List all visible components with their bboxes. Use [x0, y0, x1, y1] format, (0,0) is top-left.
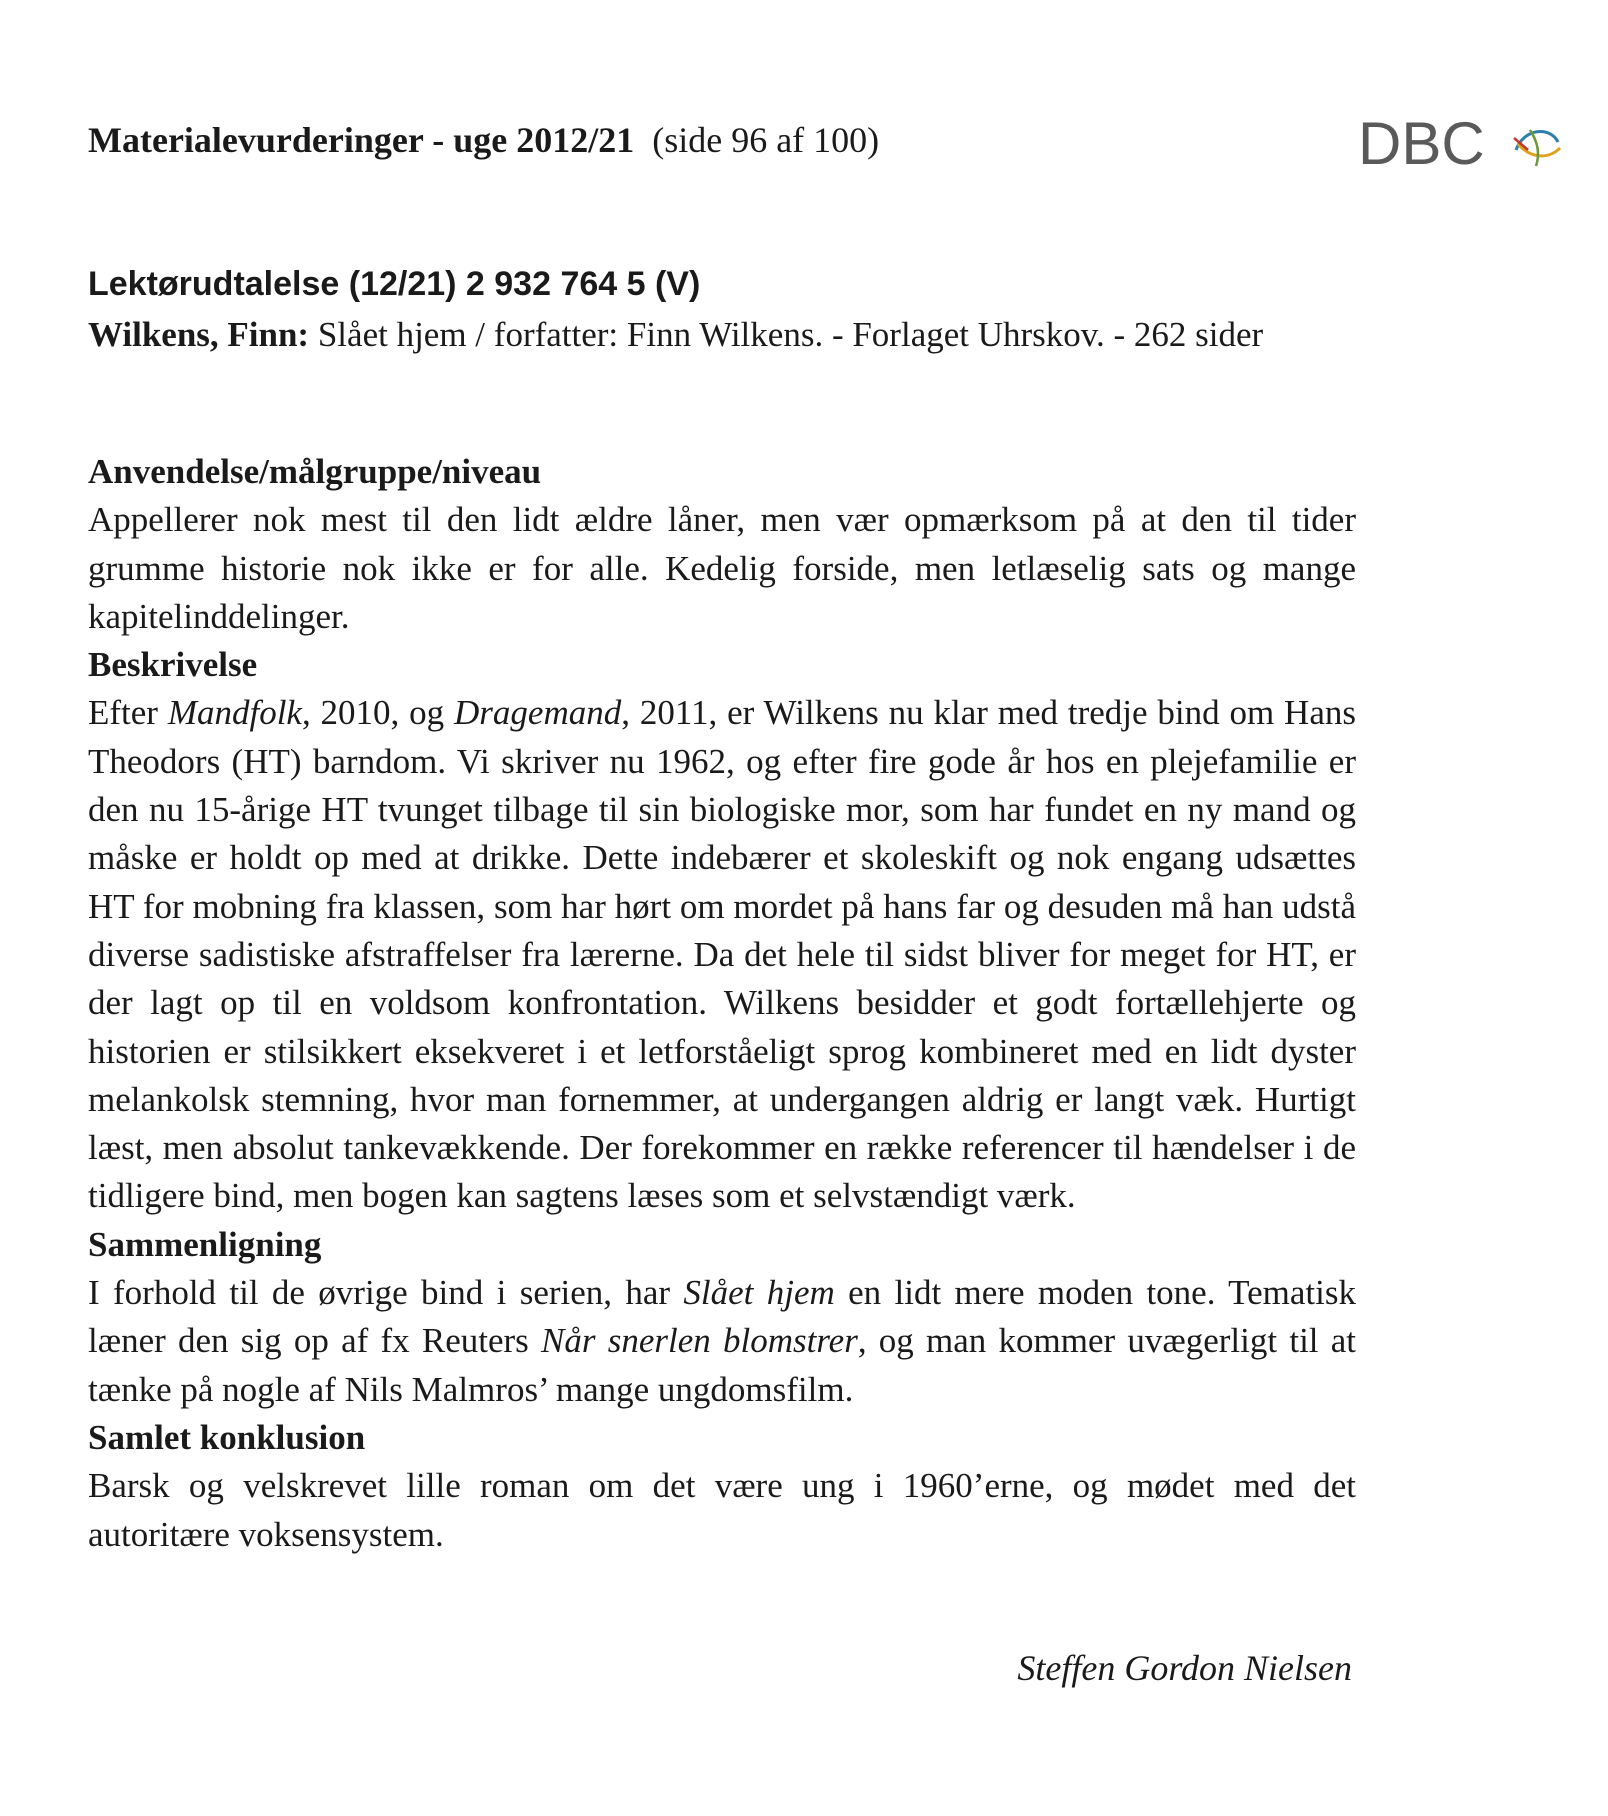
bibliographic-entry: [88, 310, 1358, 360]
section-heading-usage: Anvendelse/målgruppe/niveau: [88, 452, 542, 491]
description-book-title-2: Dragemand: [454, 693, 622, 733]
logo-text: DBC: [1358, 110, 1485, 177]
record-author: Wilkens, Finn:: [88, 315, 310, 354]
review-content: [88, 448, 1356, 1559]
section-body-comparison: [88, 1269, 1356, 1414]
description-book-title-1: Mandfolk: [167, 693, 302, 733]
section-heading-conclusion: Samlet konklusion: [88, 1417, 366, 1457]
header-page-info: (side 96 af 100): [652, 120, 880, 160]
dbc-logo: [1358, 110, 1578, 177]
comparison-book-title-2: Når snerlen blomstrer: [541, 1321, 858, 1361]
comparison-book-title-1: Slået hjem: [683, 1273, 835, 1313]
record-details: Slået hjem / forfatter: Finn Wilkens. - Forlaget Uhrskov. - 262 sider: [317, 315, 1264, 354]
section-heading-comparison: Sammenligning: [88, 1224, 322, 1264]
dbc-swirl-icon: [1510, 120, 1564, 172]
comparison-text-2: en lidt mere moden tone. Tematisk læner den sig op af fx Reuters: [88, 1273, 1356, 1361]
description-text-2: , 2010, og: [301, 693, 455, 733]
description-text-1: Efter: [88, 693, 168, 733]
description-text-3: , 2011, er Wilkens nu klar med tredje bind om Hans Theodors (HT) barndom. Vi skriver nu 1962, og efter fire gode år hos en plejefamilie er den nu 15-årige HT tvunget tilbage til sin biologiske mor, som har fundet en ny mand og måske er holdt op med at drikke. Dette indebærer et skoleskift og nok engang udsættes HT for mobning fra klassen, som har hørt om mordet på hans far og desuden må han udstå diverse sadistiske afstraffelser fra lærerne. Da det hele til sidst bliver for meget for HT, er der lagt op til en voldsom konfrontation. Wilkens besidder et godt fortællehjerte og historien er stilsikkert eksekveret i et letforståeligt sprog kombineret med en lidt dyster melankolsk stemning, hvor man fornemmer, at undergangen aldrig er langt væk. Hurtigt læst, men absolut tankevækkende. Der forekommer en række referencer til hændelser i de tidligere bind, men bogen kan sagtens læses som et selvstændigt værk.: [88, 693, 1356, 1216]
section-body-description: [88, 689, 1356, 1220]
section-body-usage: Appellerer nok mest til den lidt ældre låner, men vær opmærksom på at den til tider grumme historie nok ikke er for alle. Kedelig forside, men letlæselig sats og mange kapitelinddelinger.: [88, 500, 1356, 636]
header-title: Materialevurderinger - uge 2012/21: [88, 120, 635, 160]
comparison-text-3: , og man kommer uvægerligt til at tænke på nogle af Nils Malmros’ mange ungdomsfilm.: [88, 1321, 1357, 1409]
reviewer-signature: Steffen Gordon Nielsen: [1017, 1648, 1352, 1688]
page-header: [88, 118, 879, 162]
comparison-text-1: I forhold til de øvrige bind i serien, har: [88, 1273, 684, 1313]
section-body-conclusion: Barsk og velskrevet lille roman om det være ung i 1960’erne, og mødet med det autoritære voksensystem.: [88, 1466, 1356, 1554]
record-title: Lektørudtalelse (12/21) 2 932 764 5 (V): [88, 265, 701, 303]
section-heading-description: Beskrivelse: [88, 645, 258, 685]
